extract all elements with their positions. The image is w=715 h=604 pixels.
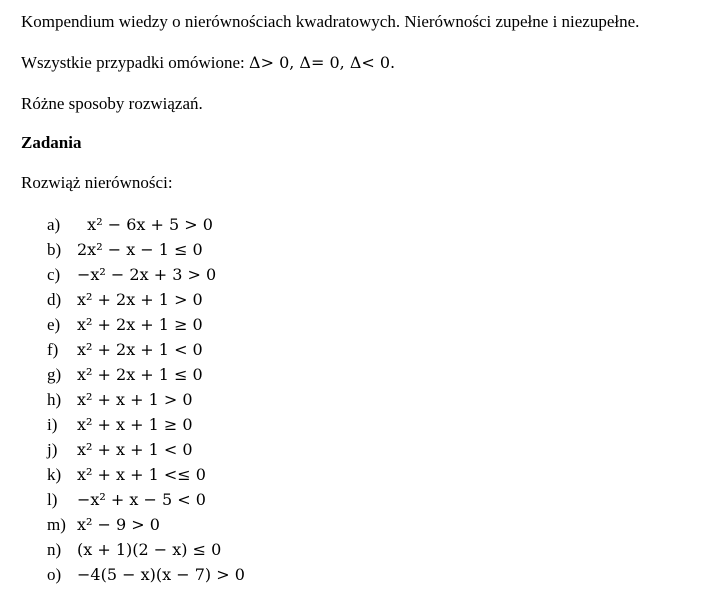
task-letter: l)	[47, 490, 58, 509]
task-expression: −4(5 − x)(x − 7) > 0	[77, 565, 245, 584]
task-letter: b)	[47, 240, 62, 259]
task-item	[47, 337, 245, 362]
task-expression: x² − 9 > 0	[77, 515, 160, 534]
task-item	[47, 387, 245, 412]
task-list	[47, 212, 245, 587]
task-expression: 2x² − x − 1 ≤ 0	[77, 240, 203, 259]
task-letter: m)	[47, 515, 66, 534]
task-item	[47, 212, 245, 237]
intro-paragraph: Kompendium wiedzy o nierównościach kwadratowych. Nierówności zupełne i niezupełne.	[21, 12, 640, 31]
task-letter: o)	[47, 565, 62, 584]
task-item	[47, 237, 245, 262]
task-expression: x² + x + 1 < 0	[77, 440, 193, 459]
task-item	[47, 312, 245, 337]
task-item	[47, 412, 245, 437]
task-item	[47, 437, 245, 462]
task-letter: j)	[47, 440, 58, 459]
section-heading: Zadania	[21, 133, 82, 152]
task-item	[47, 262, 245, 287]
task-letter: k)	[47, 465, 62, 484]
task-expression: x² + x + 1 ≥ 0	[77, 415, 193, 434]
task-item	[47, 512, 245, 537]
task-expression: (x + 1)(2 − x) ≤ 0	[77, 540, 222, 559]
cases-math: Δ> 0, Δ= 0, Δ< 0.	[249, 53, 396, 72]
task-item	[47, 562, 245, 587]
task-letter: h)	[47, 390, 62, 409]
task-item	[47, 287, 245, 312]
task-letter: a)	[47, 215, 61, 234]
cases-prefix: Wszystkie przypadki omówione:	[21, 53, 250, 72]
task-letter: d)	[47, 290, 62, 309]
task-expression: x² + 2x + 1 ≥ 0	[77, 315, 203, 334]
task-expression: x² + x + 1 > 0	[77, 390, 193, 409]
task-expression: x² + 2x + 1 < 0	[77, 340, 203, 359]
task-expression: x² + 2x + 1 > 0	[77, 290, 203, 309]
task-letter: i)	[47, 415, 58, 434]
cases-paragraph	[21, 53, 395, 73]
task-letter: f)	[47, 340, 59, 359]
task-expression: −x² − 2x + 3 > 0	[77, 265, 217, 284]
task-letter: g)	[47, 365, 62, 384]
task-item	[47, 487, 245, 512]
task-expression: x² − 6x + 5 > 0	[77, 215, 213, 234]
instruction-paragraph: Rozwiąż nierówności:	[21, 173, 173, 192]
task-letter: n)	[47, 540, 62, 559]
task-item	[47, 462, 245, 487]
task-expression: −x² + x − 5 < 0	[77, 490, 206, 509]
task-letter: e)	[47, 315, 61, 334]
task-item	[47, 362, 245, 387]
task-expression: x² + 2x + 1 ≤ 0	[77, 365, 203, 384]
task-expression: x² + x + 1 <≤ 0	[77, 465, 206, 484]
task-letter: c)	[47, 265, 61, 284]
methods-paragraph: Różne sposoby rozwiązań.	[21, 94, 203, 113]
task-item	[47, 537, 245, 562]
